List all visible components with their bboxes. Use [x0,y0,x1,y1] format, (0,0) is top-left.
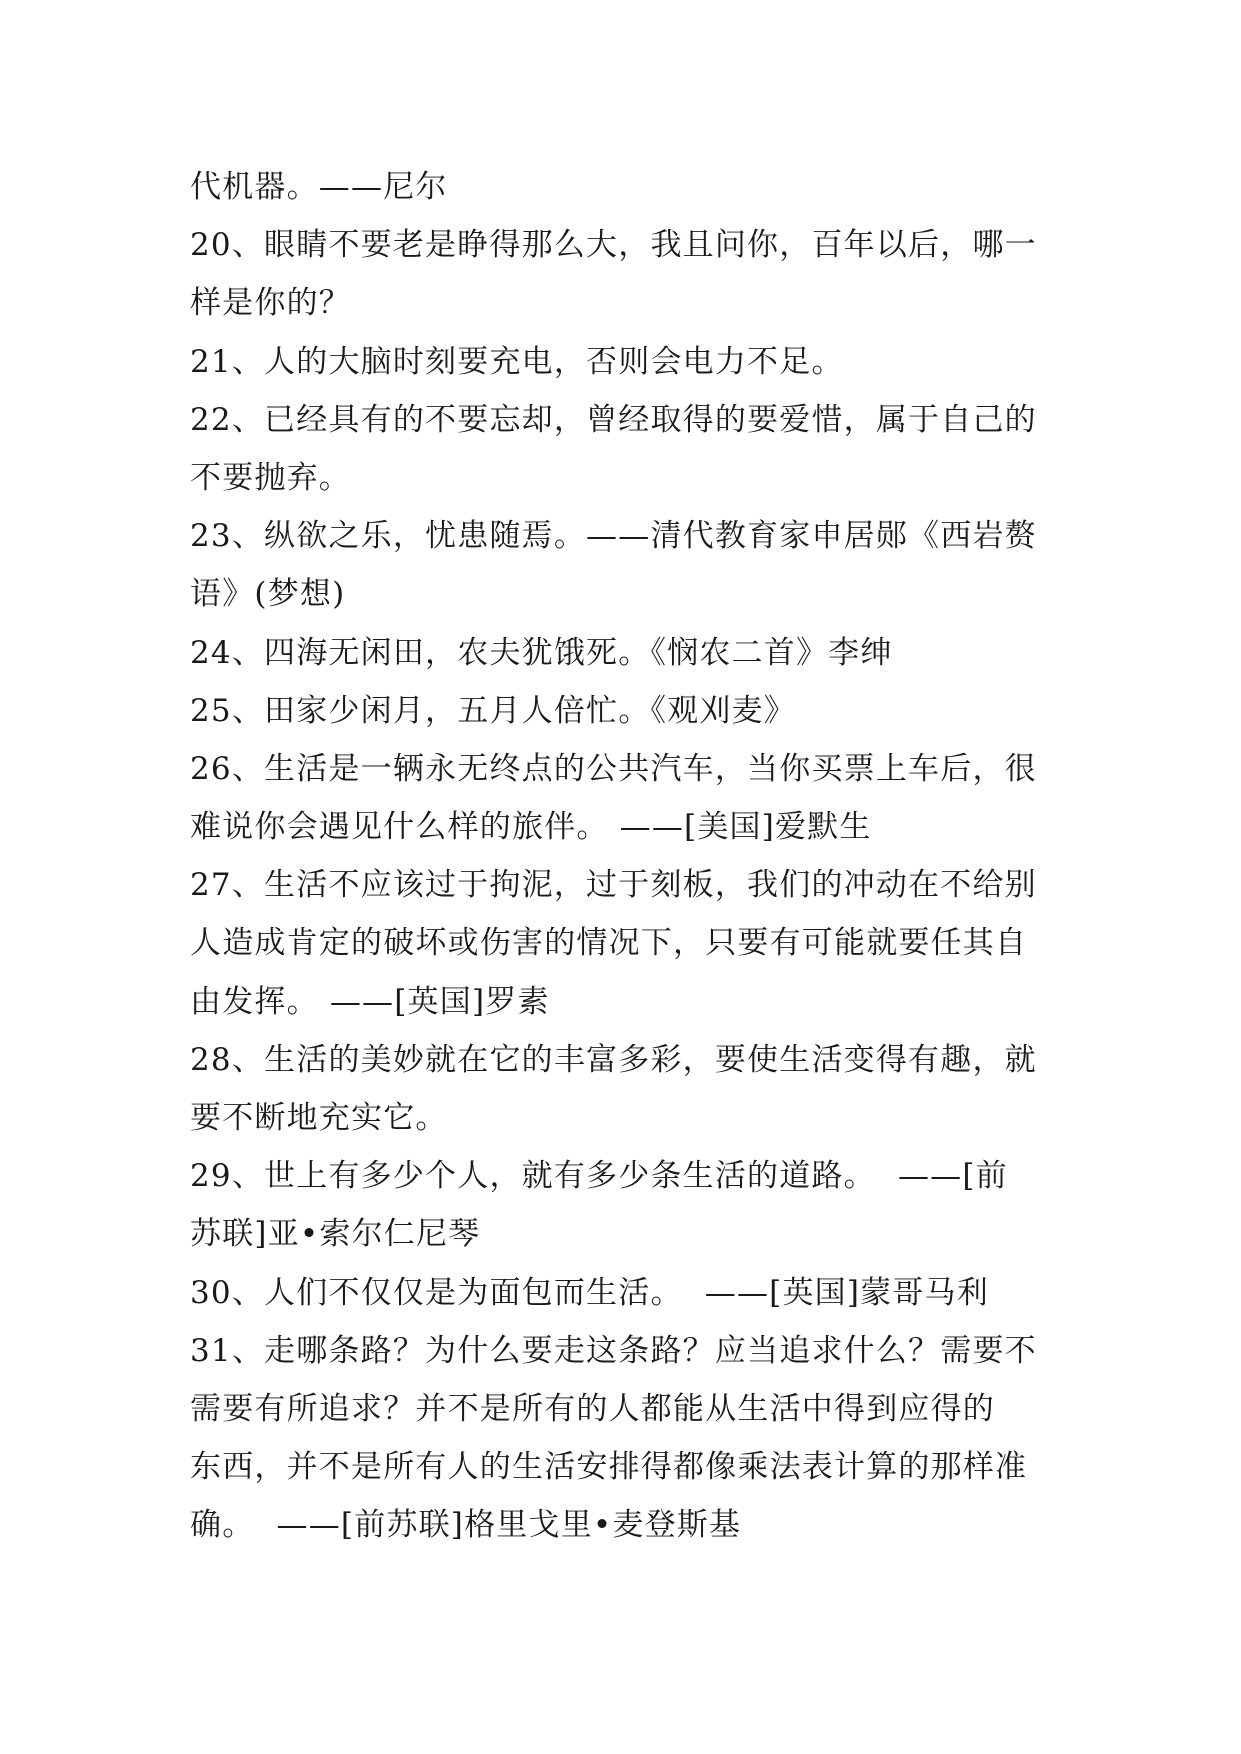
text-line: 25、田家少闲月，五月人倍忙。《观刈麦》 [190,692,796,729]
text-line: 需要有所追求？并不是所有的人都能从生活中得到应得的 [190,1390,995,1427]
text-line: 确。 ——[前苏联]格里戈里•麦登斯基 [190,1507,742,1544]
text-line: 28、生活的美妙就在它的丰富多彩，要使生活变得有趣，就 [190,1041,1037,1078]
text-line: 27、生活不应该过于拘泥，过于刻板，我们的冲动在不给别 [190,867,1037,904]
text-line: 难说你会遇见什么样的旅伴。 ——[美国]爱默生 [190,809,872,846]
text-line: 东西，并不是所有人的生活安排得都像乘法表计算的那样准 [190,1449,1028,1486]
text-line: 人造成肯定的破坏或伤害的情况下，只要有可能就要任其自 [190,925,1028,962]
text-line: 31、走哪条路？为什么要走这条路？应当追求什么？需要不 [190,1332,1037,1369]
text-line: 21、人的大脑时刻要充电，否则会电力不足。 [190,343,844,380]
text-line: 29、世上有多少个人，就有多少条生活的道路。 ——[前 [190,1158,1008,1195]
text-line: 22、已经具有的不要忘却，曾经取得的要爱惜，属于自己的 [190,401,1037,438]
text-line: 要不断地充实它。 [190,1100,448,1136]
text-line: 30、人们不仅仅是为面包而生活。 ——[英国]蒙哥马利 [190,1274,989,1311]
text-line: 不要抛弃。 [190,459,351,496]
text-line: 26、生活是一辆永无终点的公共汽车，当你买票上车后，很 [190,750,1037,787]
text-line: 由发挥。 ——[英国]罗素 [190,983,550,1020]
text-line: 23、纵欲之乐，忧患随焉。——清代教育家申居郧《西岩赘 [190,518,1037,555]
text-line: 苏联]亚•索尔仁尼琴 [190,1216,481,1253]
text-line: 20、眼睛不要老是睁得那么大，我且问你，百年以后，哪一 [190,227,1037,264]
text-line: 代机器。——尼尔 [190,169,448,205]
text-line: 样是你的？ [190,285,351,322]
text-line: 语》(梦想) [190,576,346,613]
text-line: 24、四海无闲田，农夫犹饿死。《悯农二首》李绅 [190,634,893,671]
document-body [190,158,1060,1555]
